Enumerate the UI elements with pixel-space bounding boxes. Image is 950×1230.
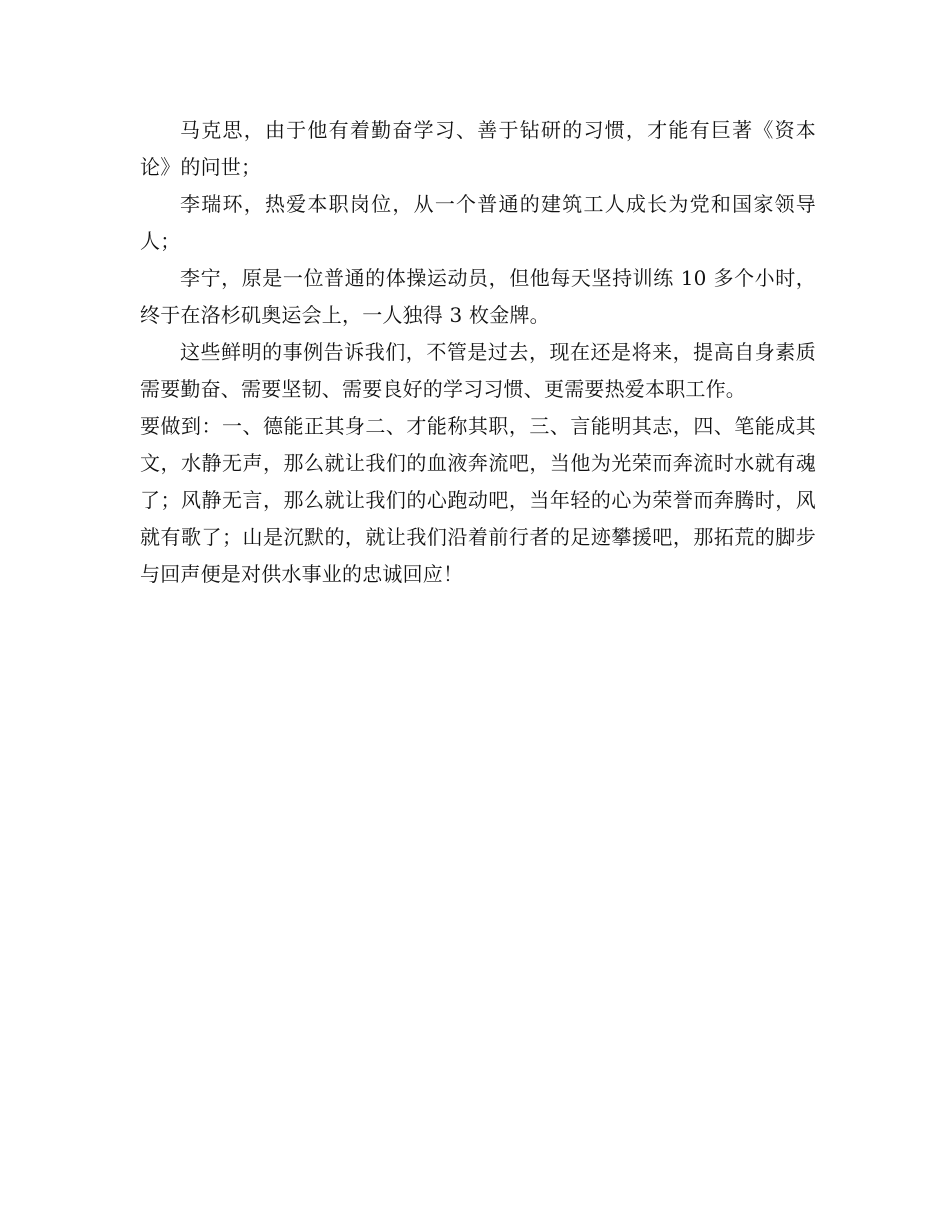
paragraph-li-ning: 李宁，原是一位普通的体操运动员，但他每天坚持训练 10 多个小时，终于在洛杉矶奥运会上，一人独得 3 枚金牌。 bbox=[140, 266, 816, 327]
paragraph-conclusion: 这些鲜明的事例告诉我们，不管是过去，现在还是将来，提高自身素质需要勤奋、需要坚韧、需要良好的学习习惯、更需要热爱本职工作。 bbox=[140, 340, 816, 401]
document-body bbox=[140, 112, 816, 593]
paragraph-requirements: 要做到：一、德能正其身二、才能称其职，三、言能明其志，四、笔能成其文，水静无声，那么就让我们的血液奔流吧，当他为光荣而奔流时水就有魂了；风静无言，那么就让我们的心跑动吧，当年轻的心为荣誉而奔腾时，风就有歌了；山是沉默的，就让我们沿着前行者的足迹攀援吧，那拓荒的脚步与回声便是对供水事业的忠诚回应！ bbox=[140, 414, 816, 586]
paragraph-li-ruihuan: 李瑞环，热爱本职岗位，从一个普通的建筑工人成长为党和国家领导人； bbox=[140, 192, 816, 253]
paragraph-marx: 马克思，由于他有着勤奋学习、善于钻研的习惯，才能有巨著《资本论》的问世； bbox=[140, 118, 816, 179]
